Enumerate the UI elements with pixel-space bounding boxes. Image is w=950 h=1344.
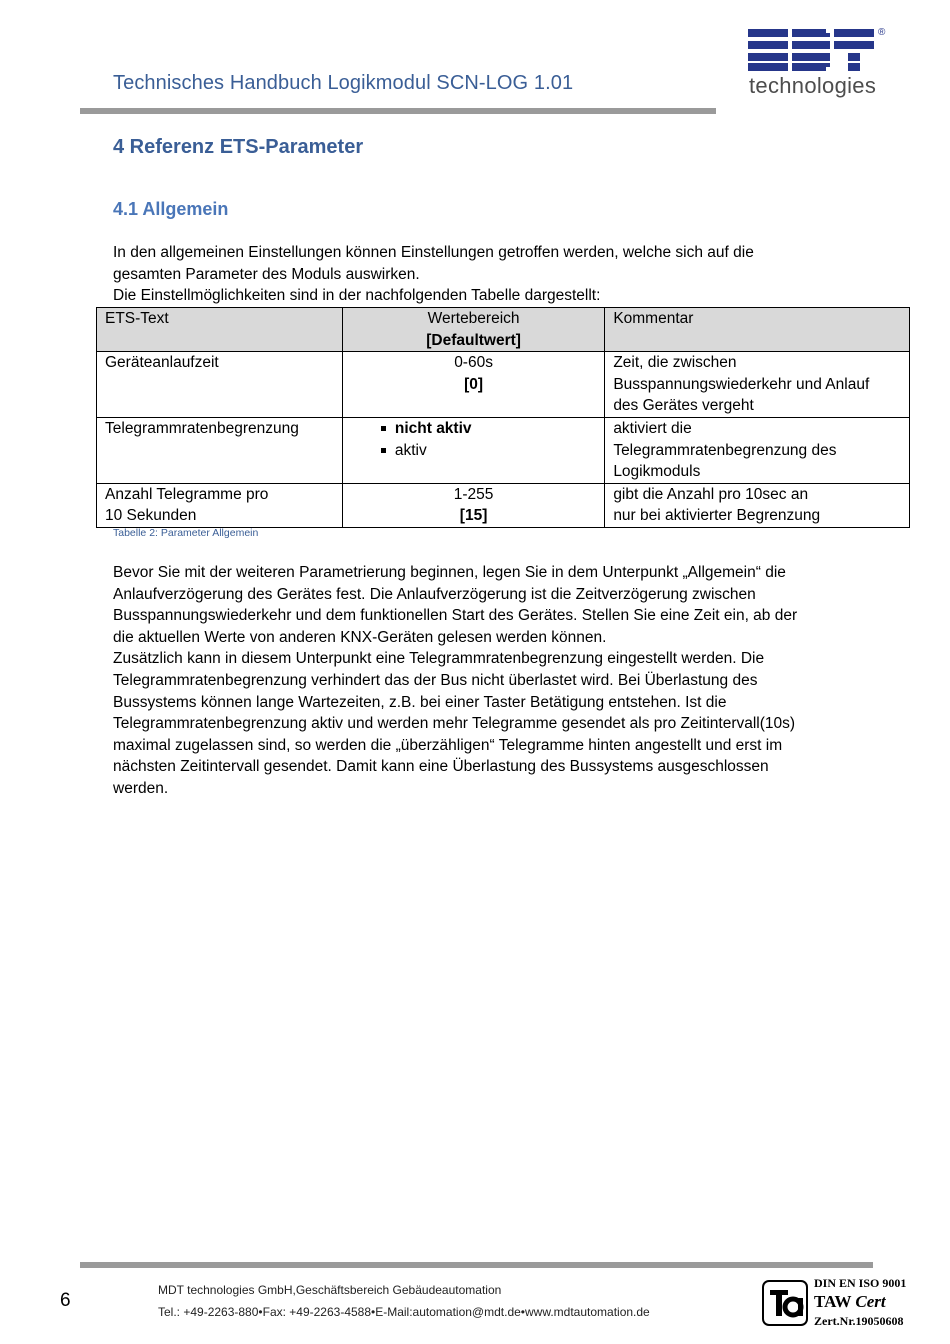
- mdt-logo-mark: [748, 27, 876, 73]
- intro-line: Die Einstellmöglichkeiten sind in der nachfolgenden Tabelle dargestellt:: [113, 287, 601, 305]
- option-list: [351, 418, 596, 461]
- body-line: Bussystems können lange Wartezeiten, z.B. bei einer Taster Betätigung entstehen. Ist die: [113, 693, 727, 711]
- header-range-label: Wertebereich: [427, 310, 520, 327]
- body-line: Busspannungswiederkehr und dem funktionellen Start des Gerätes. Stellen Sie eine Zeit ein, ab der: [113, 607, 798, 625]
- range-value: 1-255: [453, 485, 494, 503]
- header-ets-text: ETS-Text: [97, 308, 343, 352]
- option-item: nicht aktiv: [381, 418, 596, 440]
- section-heading: 4 Referenz ETS-Parameter: [113, 136, 364, 158]
- cell-comment: [605, 352, 910, 418]
- body-line: Telegrammratenbegrenzung aktiv und werden mehr Telegramme gesendet als pro Zeitintervall(10s): [113, 715, 796, 733]
- cert-standard: DIN EN ISO 9001: [814, 1276, 907, 1290]
- footer-rule: [80, 1262, 873, 1268]
- header-rule: [80, 108, 716, 114]
- body-line: nächsten Zeitintervall gesendet. Damit kann eine Überlastung des Bussystems ausgeschlossen: [113, 758, 769, 776]
- body-line: Anlaufverzögerung des Gerätes fest. Die Anlaufverzögerung ist die Zeitverzögerung zwischen: [113, 585, 756, 603]
- cert-issuer: [814, 1292, 886, 1312]
- header-range: [342, 308, 604, 352]
- table-row: [97, 483, 910, 527]
- comment-line: nur bei aktivierter Begrenzung: [613, 507, 821, 525]
- table-header-row: [97, 308, 910, 352]
- comment-line: aktiviert die: [613, 419, 692, 437]
- parameter-table: [96, 307, 910, 528]
- default-value: [15]: [459, 507, 488, 525]
- document-title: Technisches Handbuch Logikmodul SCN-LOG 1.01: [113, 72, 574, 94]
- cell-comment: [605, 417, 910, 483]
- cell-comment: [605, 483, 910, 527]
- cell-options: [342, 417, 604, 483]
- body-line: die aktuellen Werte von anderen KNX-Geräten gelesen werden können.: [113, 628, 607, 646]
- default-value: [0]: [464, 375, 484, 393]
- logo-tagline: technologies: [749, 73, 877, 98]
- option-item: aktiv: [381, 440, 596, 462]
- name-line: Anzahl Telegramme pro: [105, 485, 269, 503]
- registered-mark: ®: [878, 27, 886, 38]
- mdt-logo: [748, 27, 893, 99]
- body-line: Zusätzlich kann in diesem Unterpunkt eine Telegrammratenbegrenzung eingestellt werden. Die: [113, 650, 765, 668]
- intro-line: In den allgemeinen Einstellungen können Einstellungen getroffen werden, welche sich auf die: [113, 244, 754, 261]
- intro-line: gesamten Parameter des Moduls auswirken.: [113, 265, 420, 283]
- cell-range: [342, 483, 604, 527]
- cert-number: Zert.Nr.19050608: [814, 1314, 904, 1328]
- cert-issuer-a: TAW: [814, 1292, 852, 1311]
- body-line: Bevor Sie mit der weiteren Parametrierung beginnen, legen Sie in dem Unterpunkt „Allgemein“ die: [113, 564, 786, 581]
- name-line: 10 Sekunden: [105, 507, 197, 525]
- comment-line: Telegrammratenbegrenzung des: [613, 441, 837, 459]
- table-caption: Tabelle 2: Parameter Allgemein: [113, 527, 259, 539]
- cell-name: Telegrammratenbegrenzung: [97, 417, 343, 483]
- iso-certificate: [762, 1276, 922, 1332]
- cell-name: [97, 483, 343, 527]
- footer-company: MDT technologies GmbH,Geschäftsbereich Gebäudeautomation: [158, 1283, 502, 1297]
- page-number: 6: [60, 1290, 71, 1311]
- range-value: 0-60s: [454, 354, 493, 372]
- body-line: maximal zugelassen sind, so werden die „überzähligen“ Telegramme hinten angestellt und erst im: [113, 736, 783, 754]
- comment-line: Busspannungswiederkehr und Anlauf: [613, 375, 870, 393]
- taw-cert-icon: [762, 1280, 808, 1326]
- cell-range: [342, 352, 604, 418]
- comment-line: gibt die Anzahl pro 10sec an: [613, 485, 809, 503]
- header-default-label: [Defaultwert]: [426, 331, 521, 349]
- body-line: werden.: [113, 779, 169, 797]
- body-line: Telegrammratenbegrenzung verhindert das der Bus nicht überlastet wird. Bei Überlastung des: [113, 671, 758, 689]
- body-paragraph: [113, 562, 873, 800]
- footer-contact: Tel.: +49-2263-880•Fax: +49-2263-4588•E-Mail:automation@mdt.de•www.mdtautomation.de: [158, 1305, 650, 1319]
- intro-paragraph: [113, 242, 873, 307]
- cell-name: Geräteanlaufzeit: [97, 352, 343, 418]
- subsection-heading: 4.1 Allgemein: [113, 199, 229, 219]
- comment-line: des Gerätes vergeht: [613, 397, 754, 415]
- header-comment: Kommentar: [605, 308, 910, 352]
- comment-line: Zeit, die zwischen: [613, 354, 737, 372]
- cert-issuer-b: Cert: [855, 1292, 886, 1311]
- table-row: [97, 417, 910, 483]
- table-row: [97, 352, 910, 418]
- comment-line: Logikmoduls: [613, 463, 701, 481]
